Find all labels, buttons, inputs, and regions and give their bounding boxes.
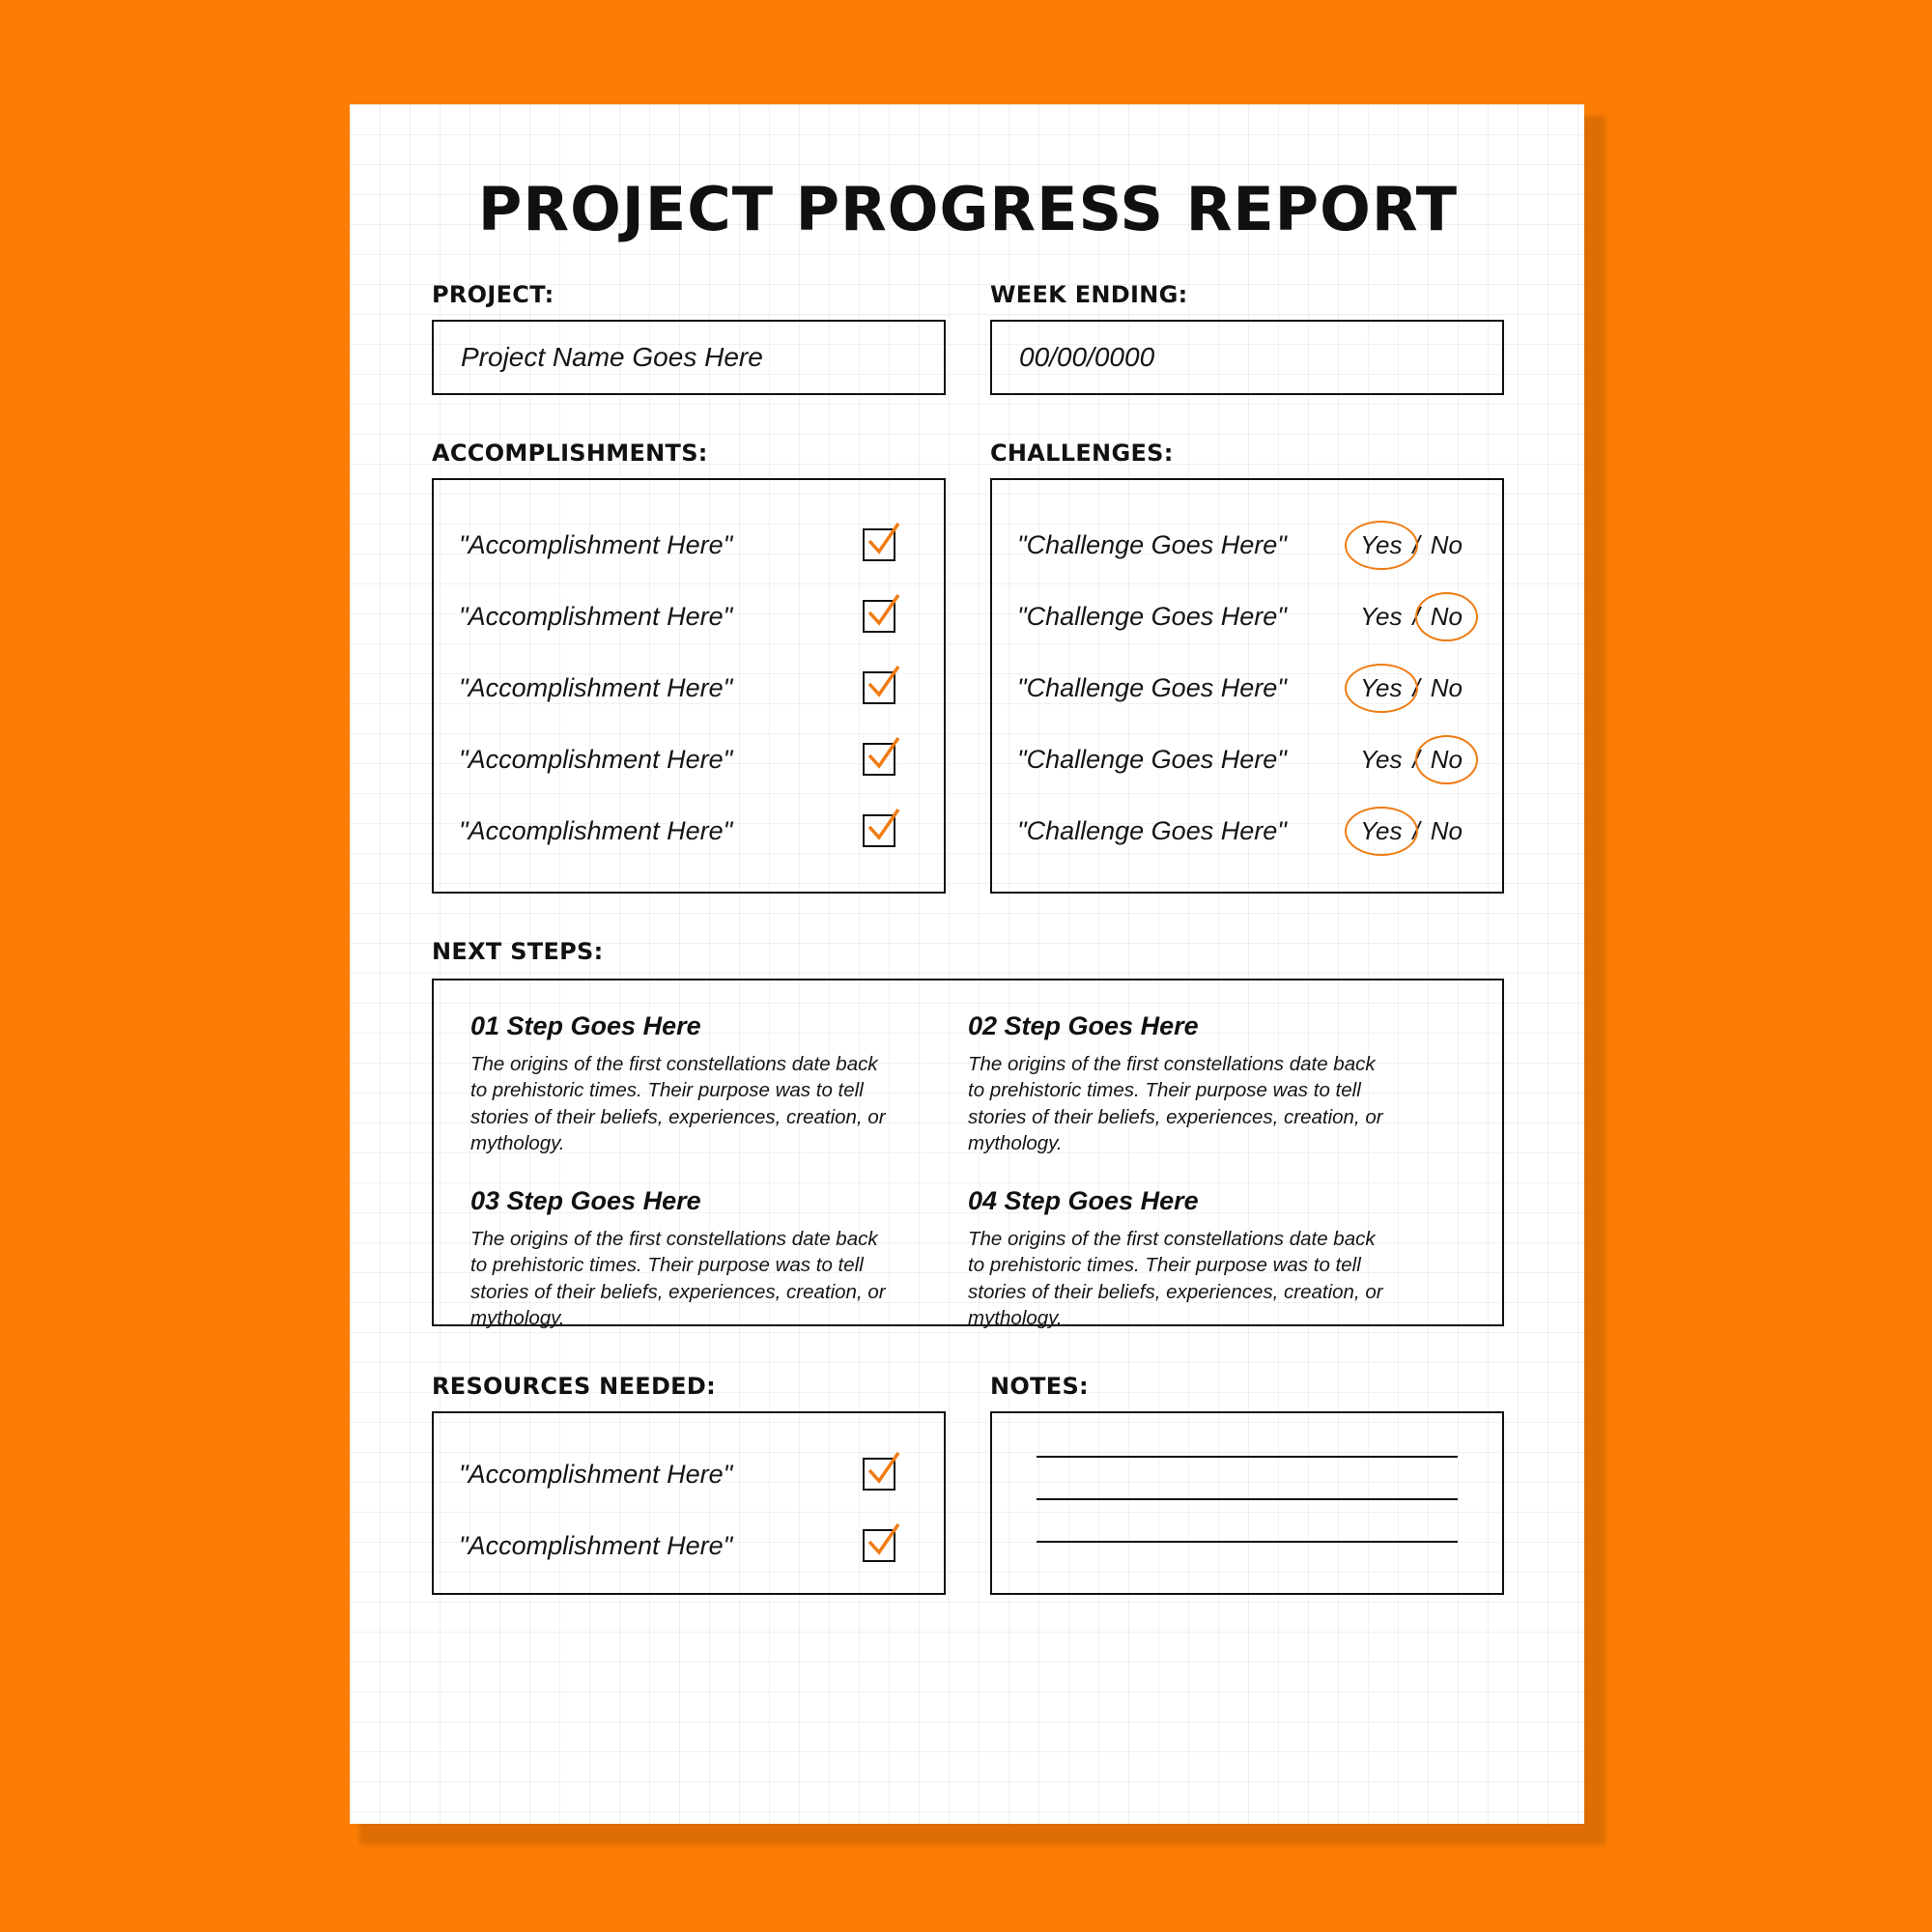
- notes-section: [990, 1373, 1504, 1595]
- yes-no-separator: /: [1412, 601, 1420, 631]
- challenges-section: [990, 440, 1504, 894]
- step-item: [470, 1011, 968, 1157]
- accomplishment-text: "Accomplishment Here": [459, 529, 733, 559]
- checkbox-checked-icon[interactable]: [863, 1529, 895, 1562]
- step-title: 01 Step Goes Here: [470, 1011, 701, 1040]
- note-line[interactable]: [1037, 1456, 1458, 1458]
- accomplishments-section: [432, 440, 946, 894]
- step-title: 03 Step Goes Here: [470, 1185, 701, 1215]
- no-option[interactable]: No: [1430, 672, 1463, 702]
- page-title: PROJECT PROGRESS REPORT: [477, 174, 1459, 244]
- resources-label: RESOURCES NEEDED:: [432, 1373, 716, 1400]
- note-line[interactable]: [1037, 1498, 1458, 1500]
- list-item[interactable]: [1017, 581, 1477, 652]
- step-body: The origins of the first constellations date back to prehistoric times. Their purpose was to tell stories of their beliefs, experiences, creation, or mythology.: [470, 1227, 886, 1330]
- step-item: [968, 1186, 1465, 1332]
- yes-no-separator: /: [1412, 672, 1420, 702]
- step-body: The origins of the first constellations date back to prehistoric times. Their purpose was to tell stories of their beliefs, experiences, creation, or mythology.: [470, 1053, 886, 1155]
- resource-text: "Accomplishment Here": [459, 1530, 733, 1560]
- yes-no-separator: /: [1412, 744, 1420, 774]
- checkbox-checked-icon[interactable]: [863, 528, 895, 561]
- checkbox-checked-icon[interactable]: [863, 1458, 895, 1491]
- challenge-text: "Challenge Goes Here": [1017, 815, 1287, 845]
- step-title: 02 Step Goes Here: [968, 1011, 1199, 1040]
- resources-notes-row: [432, 1373, 1504, 1595]
- list-item[interactable]: [459, 581, 919, 652]
- accomplishment-text: "Accomplishment Here": [459, 815, 733, 845]
- accomplishment-text: "Accomplishment Here": [459, 672, 733, 702]
- next-steps-section: [432, 938, 1504, 1330]
- challenges-label: CHALLENGES:: [990, 440, 1174, 467]
- yes-no-toggle[interactable]: [1351, 741, 1471, 779]
- yes-no-separator: /: [1412, 815, 1420, 845]
- project-label: PROJECT:: [432, 281, 554, 308]
- yes-no-toggle[interactable]: [1351, 598, 1471, 636]
- list-item[interactable]: [459, 724, 919, 795]
- checkbox-checked-icon[interactable]: [863, 600, 895, 633]
- list-item[interactable]: [1017, 795, 1477, 867]
- accomplishments-challenges-row: [432, 440, 1504, 894]
- week-ending-field: [990, 281, 1504, 395]
- next-steps-box: [432, 979, 1504, 1330]
- step-body: The origins of the first constellations date back to prehistoric times. Their purpose was to tell stories of their beliefs, experiences, creation, or mythology.: [968, 1227, 1383, 1330]
- yes-no-toggle[interactable]: [1351, 526, 1471, 564]
- project-field: [432, 281, 946, 395]
- checkbox-checked-icon[interactable]: [863, 743, 895, 776]
- accomplishment-text: "Accomplishment Here": [459, 744, 733, 774]
- no-option[interactable]: No: [1422, 598, 1471, 636]
- header-fields-row: [432, 281, 1504, 395]
- checkbox-checked-icon[interactable]: [863, 814, 895, 847]
- project-input[interactable]: [432, 320, 946, 395]
- yes-option[interactable]: Yes: [1360, 744, 1403, 774]
- challenge-text: "Challenge Goes Here": [1017, 529, 1287, 559]
- no-option[interactable]: No: [1430, 815, 1463, 845]
- list-item[interactable]: [459, 1438, 919, 1510]
- list-item[interactable]: [1017, 724, 1477, 795]
- accomplishments-box: [432, 478, 946, 894]
- notes-box[interactable]: [990, 1411, 1504, 1595]
- step-item: [470, 1186, 968, 1332]
- yes-no-toggle[interactable]: [1351, 669, 1471, 707]
- next-steps-label: NEXT STEPS:: [432, 938, 604, 965]
- resources-section: [432, 1373, 946, 1595]
- list-item[interactable]: [459, 795, 919, 867]
- week-ending-value: 00/00/0000: [1019, 342, 1155, 372]
- step-body: The origins of the first constellations date back to prehistoric times. Their purpose was to tell stories of their beliefs, experiences, creation, or mythology.: [968, 1053, 1383, 1155]
- report-page: [350, 104, 1584, 1824]
- note-line[interactable]: [1037, 1541, 1458, 1543]
- list-item[interactable]: [459, 1510, 919, 1581]
- checkbox-checked-icon[interactable]: [863, 671, 895, 704]
- challenge-text: "Challenge Goes Here": [1017, 672, 1287, 702]
- yes-option[interactable]: Yes: [1360, 601, 1403, 631]
- challenges-box: [990, 478, 1504, 894]
- step-item: [968, 1011, 1465, 1157]
- notes-label: NOTES:: [990, 1373, 1089, 1400]
- no-option[interactable]: No: [1430, 529, 1463, 559]
- week-ending-input[interactable]: [990, 320, 1504, 395]
- week-ending-label: WEEK ENDING:: [990, 281, 1188, 308]
- yes-option[interactable]: Yes: [1351, 526, 1410, 564]
- yes-no-separator: /: [1412, 529, 1420, 559]
- list-item[interactable]: [1017, 652, 1477, 724]
- project-value: Project Name Goes Here: [461, 342, 763, 372]
- challenge-text: "Challenge Goes Here": [1017, 744, 1287, 774]
- list-item[interactable]: [459, 509, 919, 581]
- accomplishment-text: "Accomplishment Here": [459, 601, 733, 631]
- step-title: 04 Step Goes Here: [968, 1185, 1199, 1215]
- resource-text: "Accomplishment Here": [459, 1459, 733, 1489]
- list-item[interactable]: [1017, 509, 1477, 581]
- yes-option[interactable]: Yes: [1351, 669, 1410, 707]
- accomplishments-label: ACCOMPLISHMENTS:: [432, 440, 708, 467]
- resources-box: [432, 1411, 946, 1595]
- list-item[interactable]: [459, 652, 919, 724]
- challenge-text: "Challenge Goes Here": [1017, 601, 1287, 631]
- no-option[interactable]: No: [1422, 741, 1471, 779]
- yes-no-toggle[interactable]: [1351, 812, 1471, 850]
- yes-option[interactable]: Yes: [1351, 812, 1410, 850]
